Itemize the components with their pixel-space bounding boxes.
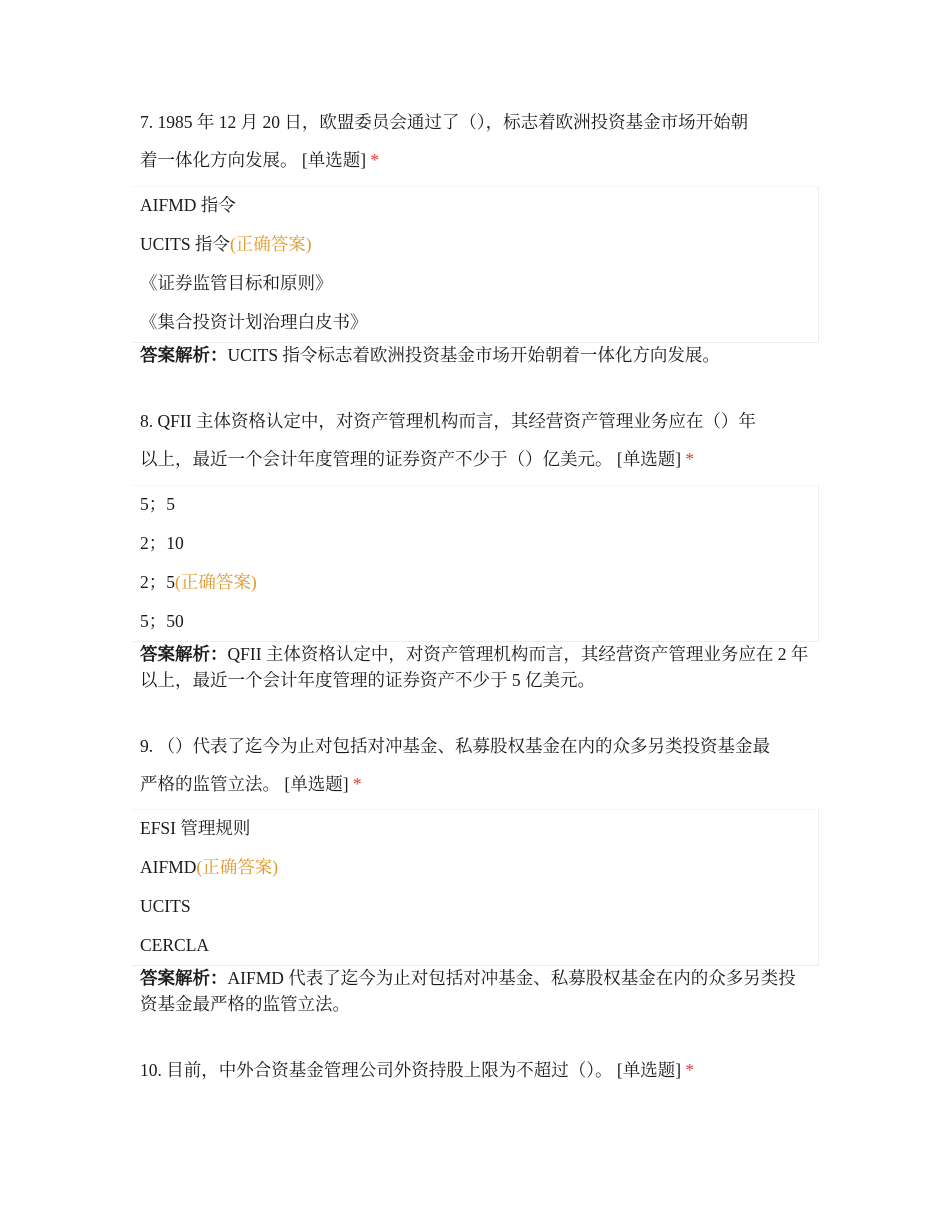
explanation-label: 答案解析： bbox=[140, 968, 228, 988]
option-c[interactable]: 2；5(正确答案) bbox=[140, 572, 257, 592]
correct-answer-tag: (正确答案) bbox=[175, 572, 257, 592]
question-9-stem-line2: 严格的监管立法。 [单选题] * bbox=[140, 774, 362, 794]
option-b[interactable]: 2；10 bbox=[140, 533, 184, 553]
option-a[interactable]: EFSI 管理规则 bbox=[140, 818, 251, 838]
question-8-explanation bbox=[140, 641, 812, 693]
required-star: * bbox=[685, 449, 695, 469]
question-8-options bbox=[132, 485, 819, 642]
option-b[interactable]: AIFMD(正确答案) bbox=[140, 857, 279, 877]
required-star: * bbox=[685, 1060, 695, 1080]
correct-answer-tag: (正确答案) bbox=[229, 234, 312, 254]
option-a[interactable]: AIFMD 指令 bbox=[140, 195, 236, 215]
question-9-options bbox=[132, 809, 819, 966]
question-8-stem-line1: 8. QFII 主体资格认定中，对资产管理机构而言，其经营资产管理业务应在（）年 bbox=[140, 411, 756, 431]
question-7-options bbox=[132, 186, 819, 343]
option-d[interactable]: 5；50 bbox=[140, 611, 184, 631]
question-9-stem-line1: 9. （）代表了迄今为止对包括对冲基金、私募股权基金在内的众多另类投资基金最 bbox=[140, 736, 770, 756]
explanation-label: 答案解析： bbox=[140, 644, 228, 664]
correct-answer-tag: (正确答案) bbox=[196, 857, 279, 877]
question-7-stem-line2: 着一体化方向发展。 [单选题] * bbox=[140, 150, 380, 170]
option-a[interactable]: 5；5 bbox=[140, 494, 175, 514]
option-c[interactable]: 《证券监管目标和原则》 bbox=[140, 273, 333, 293]
question-10-stem bbox=[140, 1051, 820, 1089]
explanation-text: QFII 主体资格认定中，对资产管理机构而言，其经营资产管理业务应在 2 年以上，最近一个会计年度管理的证券资产不少于 5 亿美元。 bbox=[140, 644, 809, 690]
option-c[interactable]: UCITS bbox=[140, 896, 191, 916]
option-b[interactable]: UCITS 指令(正确答案) bbox=[140, 234, 312, 254]
required-star: * bbox=[352, 774, 362, 794]
question-10-stem-line1: 10. 目前，中外合资基金管理公司外资持股上限为不超过（）。 [单选题] * bbox=[140, 1060, 695, 1080]
question-7-stem-line1: 7. 1985 年 12 月 20 日，欧盟委员会通过了（），标志着欧洲投资基金市场开始朝 bbox=[140, 112, 749, 132]
question-7-explanation bbox=[140, 342, 812, 368]
option-d[interactable]: 《集合投资计划治理白皮书》 bbox=[140, 312, 368, 332]
explanation-text: AIFMD 代表了迄今为止对包括对冲基金、私募股权基金在内的众多另类投资基金最严格的监管立法。 bbox=[140, 968, 796, 1014]
option-d[interactable]: CERCLA bbox=[140, 935, 210, 955]
question-8-stem bbox=[140, 402, 820, 478]
required-star: * bbox=[370, 150, 380, 170]
question-8-stem-line2: 以上，最近一个会计年度管理的证券资产不少于（）亿美元。 [单选题] * bbox=[140, 449, 695, 469]
question-9-explanation bbox=[140, 965, 812, 1017]
explanation-label: 答案解析： bbox=[140, 345, 228, 365]
question-7-stem bbox=[140, 103, 820, 179]
question-9-stem bbox=[140, 727, 820, 803]
explanation-text: UCITS 指令标志着欧洲投资基金市场开始朝着一体化方向发展。 bbox=[227, 345, 720, 365]
